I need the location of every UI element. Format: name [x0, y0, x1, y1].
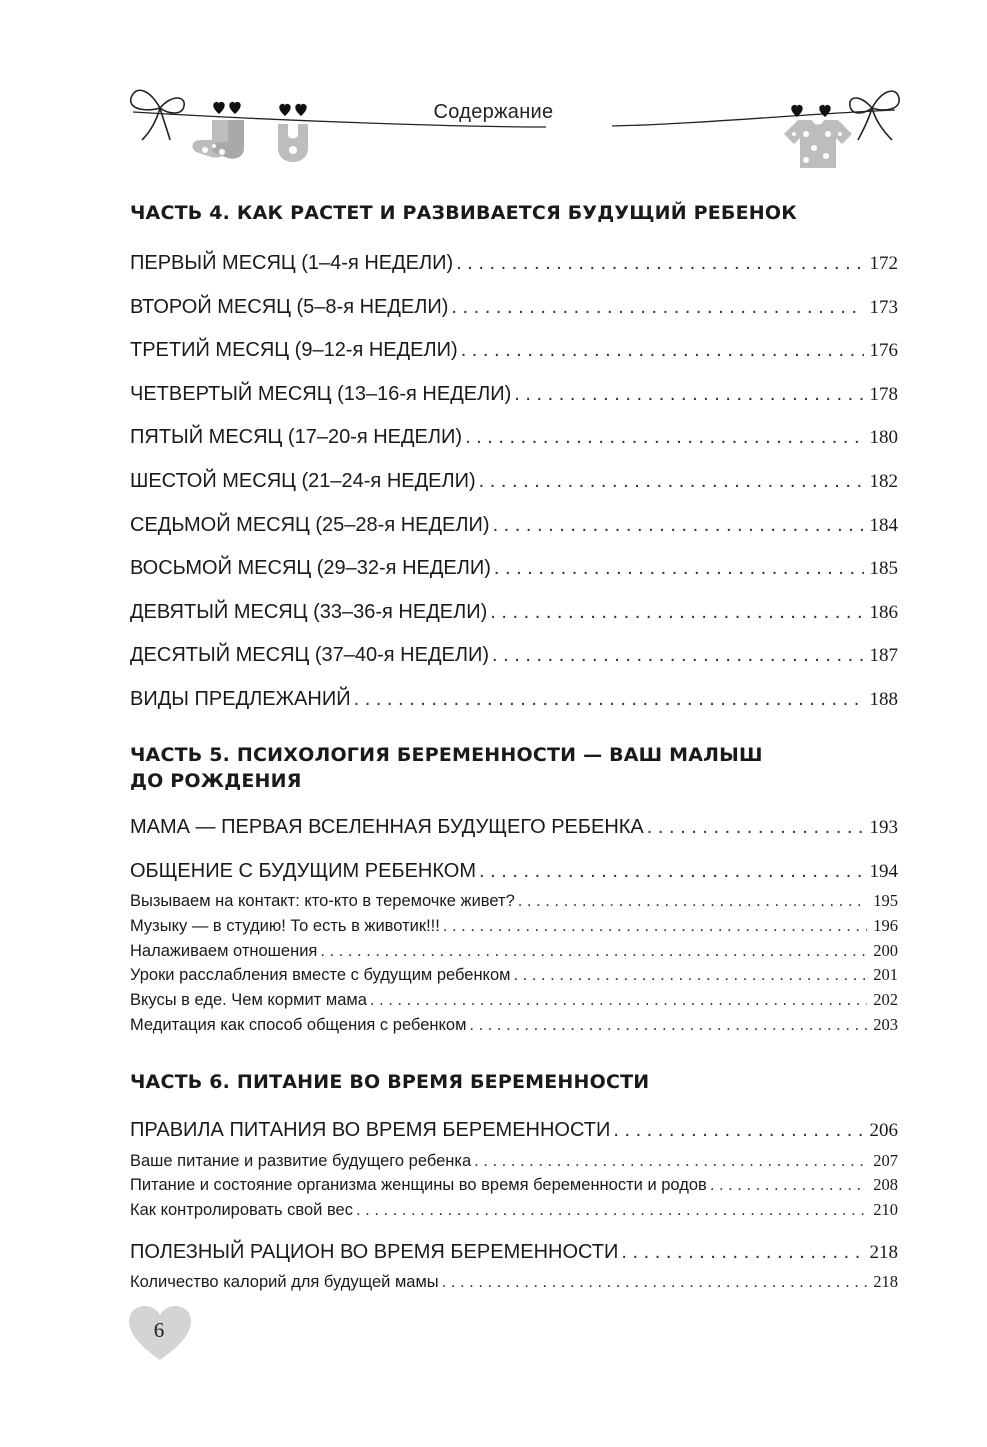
- entry-label: Музыку — в студию! То есть в животик!!!: [130, 916, 440, 935]
- entry-label: Ваше питание и развитие будущего ребенка: [130, 1151, 472, 1170]
- toc-chapter-entry: [130, 373, 898, 417]
- dot-leader: [518, 889, 868, 914]
- entry-label: ШЕСТОЙ МЕСЯЦ (21–24-я НЕДЕЛИ): [130, 469, 476, 492]
- entry-label: СЕДЬМОЙ МЕСЯЦ (25–28-я НЕДЕЛИ): [130, 513, 490, 536]
- dot-leader: [492, 634, 863, 678]
- entry-label: Уроки расслабления вместе с будущим ребенком: [130, 966, 511, 985]
- toc-subsection-entry: [130, 1270, 898, 1295]
- toc-subsection-entry: [130, 1013, 898, 1038]
- dot-leader: [443, 914, 867, 939]
- entry-page-number: 202: [873, 989, 898, 1009]
- entry-label: МАМА — ПЕРВАЯ ВСЕЛЕННАЯ БУДУЩЕГО РЕБЕНКА: [130, 816, 644, 838]
- dot-leader: [621, 1231, 863, 1275]
- toc-chapter-entry: [130, 850, 898, 894]
- toc-chapter-entry: [130, 634, 898, 678]
- entries-list: [130, 1109, 898, 1295]
- toc-chapter-entry: [130, 591, 898, 635]
- entry-page-number: 172: [869, 253, 898, 274]
- dot-leader: [354, 678, 864, 722]
- part-title: [130, 742, 898, 794]
- dot-leader: [490, 591, 863, 635]
- dot-leader: [451, 286, 863, 330]
- entry-page-number: 188: [869, 688, 898, 710]
- dot-leader: [479, 850, 863, 894]
- entry-page-number: 203: [873, 1014, 898, 1034]
- clothesline-icon: [0, 0, 987, 175]
- entry-label: ОБЩЕНИЕ С БУДУЩИМ РЕБЕНКОМ: [130, 859, 477, 882]
- entry-label: ПЯТЫЙ МЕСЯЦ (17–20-я НЕДЕЛИ): [130, 426, 463, 449]
- toc-chapter-entry: [130, 504, 898, 548]
- entry-label: Как контролировать свой вес: [130, 1200, 353, 1219]
- socks-icon: [193, 120, 244, 159]
- part-title-line: ЧАСТЬ 5. ПСИХОЛОГИЯ БЕРЕМЕННОСТИ — ВАШ МАЛЫШ: [130, 744, 763, 766]
- shirt-icon: [784, 120, 852, 168]
- entry-label: Вызываем на контакт: кто-кто в теремочке живет?: [130, 892, 515, 911]
- entry-label: Налаживаем отношения: [130, 941, 318, 960]
- page-number-badge: [129, 1306, 191, 1362]
- entry-page-number: 218: [869, 1241, 898, 1263]
- entry-page-number: 201: [873, 965, 898, 985]
- entry-page-number: 206: [869, 1120, 898, 1141]
- entry-label: ДЕВЯТЫЙ МЕСЯЦ (33–36-я НЕДЕЛИ): [130, 600, 488, 623]
- dot-leader: [613, 1109, 863, 1153]
- entry-page-number: 173: [869, 296, 898, 318]
- entry-page-number: 178: [869, 383, 898, 405]
- entry-label: Количество калорий для будущей мамы: [130, 1273, 439, 1292]
- dot-leader: [442, 1270, 868, 1295]
- toc-chapter-entry: [130, 1109, 898, 1153]
- entry-label: ВТОРОЙ МЕСЯЦ (5–8-я НЕДЕЛИ): [130, 295, 449, 318]
- dot-leader: [493, 504, 864, 548]
- toc-subsection-entry: [130, 1173, 898, 1198]
- toc-chapter-entry: [130, 1231, 898, 1275]
- entry-label: ВИДЫ ПРЕДЛЕЖАНИЙ: [130, 687, 351, 710]
- entry-label: Вкусы в еде. Чем кормит мама: [130, 990, 367, 1009]
- toc-chapter-entry: [130, 806, 898, 850]
- dot-leader: [513, 963, 867, 988]
- entry-page-number: 186: [869, 601, 898, 623]
- toc-subsection-entry: [130, 988, 898, 1013]
- toc-subsection-entry: [130, 939, 898, 964]
- entry-page-number: 187: [869, 645, 898, 667]
- dot-leader: [494, 547, 864, 591]
- entry-page-number: 207: [873, 1150, 898, 1170]
- toc-chapter-entry: [130, 329, 898, 373]
- page-number: 6: [153, 1318, 165, 1342]
- part-section: [130, 1069, 898, 1295]
- entry-page-number: 200: [873, 940, 898, 960]
- dot-leader: [647, 806, 864, 850]
- part-section: [130, 200, 898, 722]
- entry-label: Медитация как способ общения с ребенком: [130, 1015, 467, 1034]
- entry-page-number: 184: [869, 514, 898, 536]
- toc-subsection-entry: [130, 914, 898, 939]
- part-title-line: ЧАСТЬ 4. КАК РАСТЕТ И РАЗВИВАЕТСЯ БУДУЩИЙ РЕБЕНОК: [130, 202, 797, 224]
- entry-page-number: 195: [873, 891, 898, 911]
- entries-list: [130, 806, 898, 1037]
- entry-page-number: 210: [873, 1199, 898, 1219]
- dot-leader: [461, 329, 864, 373]
- entry-label: ПОЛЕЗНЫЙ РАЦИОН ВО ВРЕМЯ БЕРЕМЕННОСТИ: [130, 1240, 619, 1263]
- dot-leader: [469, 1013, 867, 1038]
- entry-label: Питание и состояние организма женщины во время беременности и родов: [130, 1176, 707, 1195]
- toc-subsection-entry: [130, 1198, 898, 1223]
- part-section: [130, 742, 898, 1037]
- toc-subsection-entry: [130, 1149, 898, 1174]
- entry-page-number: 193: [869, 817, 898, 838]
- toc-chapter-entry: [130, 460, 898, 504]
- entry-page-number: 185: [869, 558, 898, 580]
- bib-icon: [278, 124, 308, 162]
- entry-label: ПРАВИЛА ПИТАНИЯ ВО ВРЕМЯ БЕРЕМЕННОСТИ: [130, 1119, 611, 1141]
- toc-chapter-entry: [130, 547, 898, 591]
- entry-label: ЧЕТВЕРТЫЙ МЕСЯЦ (13–16-я НЕДЕЛИ): [130, 382, 512, 405]
- entry-page-number: 196: [873, 915, 898, 935]
- toc-chapter-entry: [130, 678, 898, 722]
- page-title: Содержание: [433, 101, 554, 123]
- entry-label: ТРЕТИЙ МЕСЯЦ (9–12-я НЕДЕЛИ): [130, 339, 458, 362]
- entries-list: [130, 242, 898, 722]
- dot-leader: [479, 460, 864, 504]
- dot-leader: [465, 416, 863, 460]
- dot-leader: [474, 1149, 867, 1174]
- toc-chapter-entry: [130, 242, 898, 286]
- dot-leader: [356, 1198, 867, 1223]
- page-header: [0, 0, 987, 175]
- entry-label: ДЕСЯТЫЙ МЕСЯЦ (37–40-я НЕДЕЛИ): [130, 644, 490, 667]
- part-title: [130, 1069, 898, 1095]
- dot-leader: [320, 939, 867, 964]
- entry-page-number: 208: [873, 1175, 898, 1195]
- part-title: [130, 200, 898, 226]
- entry-page-number: 218: [873, 1272, 898, 1292]
- dot-leader: [456, 242, 863, 286]
- toc-subsection-entry: [130, 963, 898, 988]
- entry-page-number: 176: [869, 340, 898, 362]
- entry-page-number: 182: [869, 470, 898, 492]
- entry-label: ВОСЬМОЙ МЕСЯЦ (29–32-я НЕДЕЛИ): [130, 557, 491, 580]
- dot-leader: [370, 988, 867, 1013]
- part-title-line: ЧАСТЬ 6. ПИТАНИЕ ВО ВРЕМЯ БЕРЕМЕННОСТИ: [130, 1071, 650, 1093]
- toc-chapter-entry: [130, 286, 898, 330]
- entry-page-number: 194: [869, 860, 898, 882]
- toc-chapter-entry: [130, 416, 898, 460]
- entry-page-number: 180: [869, 427, 898, 449]
- entry-label: ПЕРВЫЙ МЕСЯЦ (1–4-я НЕДЕЛИ): [130, 252, 454, 274]
- part-title-line: ДО РОЖДЕНИЯ: [130, 770, 302, 792]
- dot-leader: [710, 1173, 867, 1198]
- dot-leader: [514, 373, 863, 417]
